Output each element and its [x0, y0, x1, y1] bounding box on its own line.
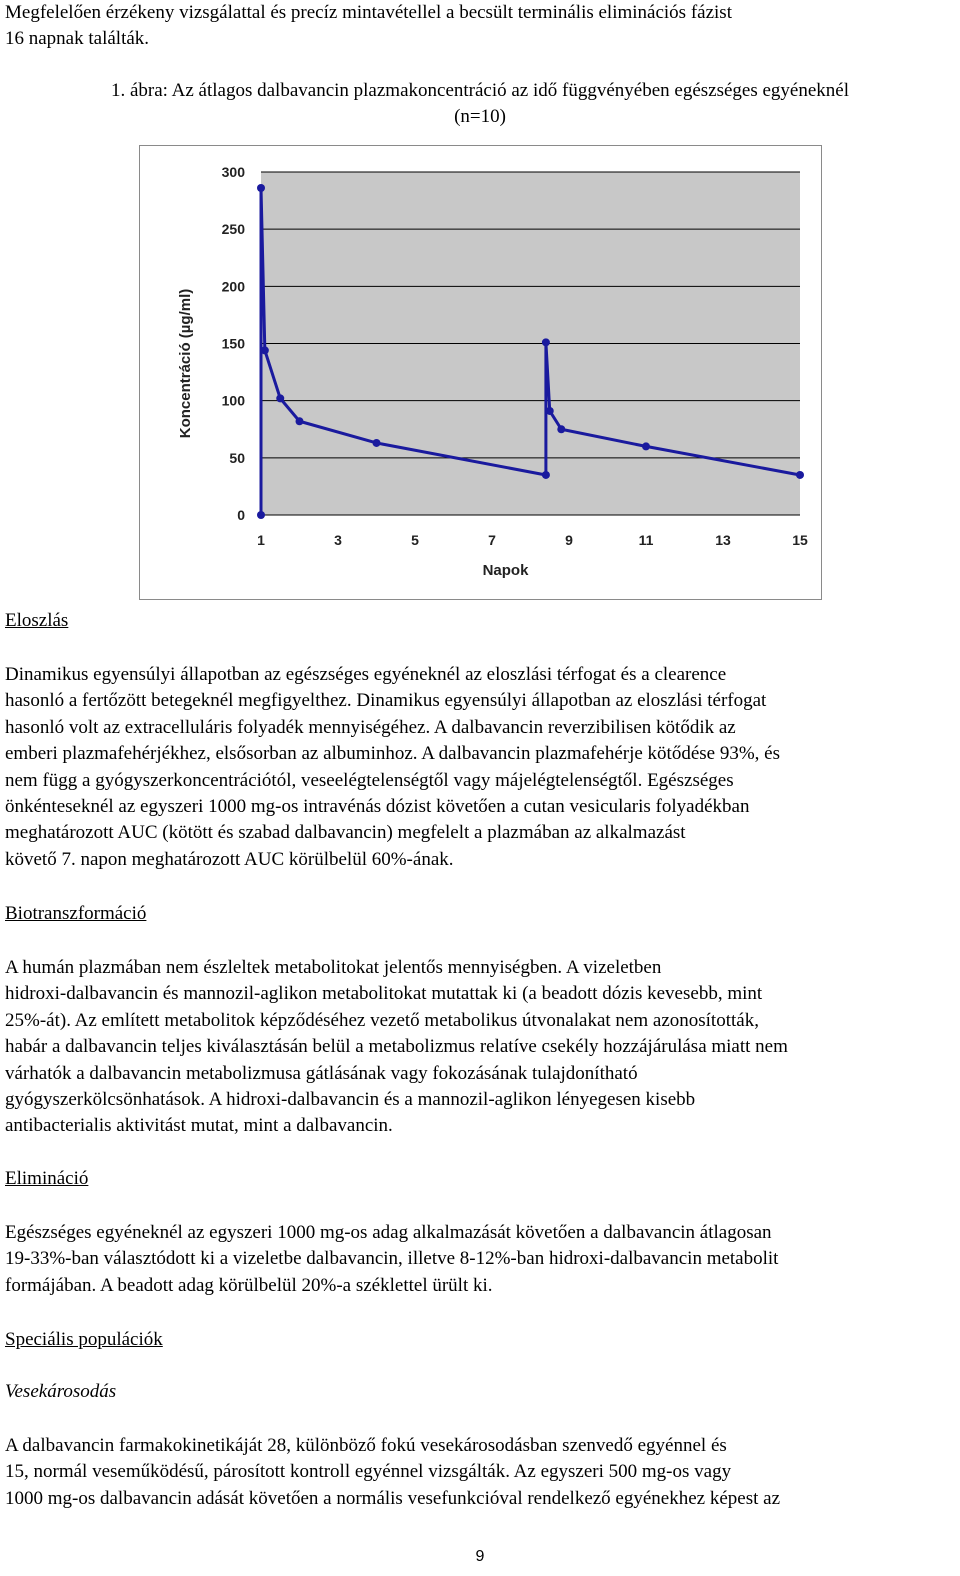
x-tick-label: 7 — [488, 532, 496, 548]
paragraph-line: formájában. A beadott adag körülbelül 20%-a széklettel ürült ki. — [5, 1274, 493, 1296]
x-tick-label: 3 — [334, 532, 342, 548]
paragraph-line: 15, normál veseműködésű, párosított kontroll egyénnel vizsgálták. Az egyszeri 500 mg-os vagy — [5, 1461, 732, 1483]
paragraph-line: Egészséges egyéneknél az egyszeri 1000 mg-os adag alkalmazását követően a dalbavancin átlagosan — [5, 1222, 772, 1243]
data-point — [257, 511, 265, 519]
paragraph-line: várhatók a dalbavancin metabolizmusa gátlásának vagy fokozásának tulajdonítható — [5, 1062, 638, 1084]
y-tick-label: 150 — [221, 335, 245, 352]
intro-line: 16 napnak találták. — [5, 28, 150, 50]
paragraph-eloszlas — [5, 662, 955, 873]
paragraph-line: emberi plazmafehérjékhez, elsősorban az albuminhoz. A dalbavancin plazmafehérje kötődése 93%, és — [5, 743, 780, 765]
x-axis-label: Napok — [482, 562, 529, 579]
data-point — [373, 439, 381, 447]
paragraph-line: habár a dalbavancin teljes kiválasztásán belül a metabolizmus relatíve csekély hozzájárulása miatt nem — [5, 1036, 788, 1058]
paragraph-line: önkénteseknél az egyszeri 1000 mg-os intravénás dózist követően a cutan vesicularis folyadékban — [5, 796, 750, 818]
paragraph-line: hidroxi-dalbavancin és mannozil-aglikon metabolitokat mutattak ki (a beadott dózis kevesebb, mint — [5, 983, 763, 1005]
y-tick-label: 50 — [229, 449, 245, 466]
y-axis-label: Koncentráció (µg/ml) — [177, 288, 194, 439]
x-tick-label: 13 — [715, 532, 731, 548]
data-point — [542, 471, 550, 479]
data-point — [257, 184, 265, 192]
paragraph-line: antibacterialis aktivitást mutat, mint a dalbavancin. — [5, 1115, 393, 1137]
paragraph-line: hasonló volt az extracelluláris folyadék mennyiségéhez. A dalbavancin reverzibilisen kötődik az — [5, 716, 736, 738]
intro-paragraph — [5, 0, 732, 53]
x-tick-label: 15 — [792, 532, 808, 548]
data-point — [796, 471, 804, 479]
figure-caption — [5, 78, 955, 131]
data-point — [296, 417, 304, 425]
data-point — [546, 407, 554, 415]
paragraph-line: gyógyszerkölcsönhatások. A hidroxi-dalbavancin és a mannozil-aglikon lényegesen kisebb — [5, 1089, 696, 1111]
caption-line: 1. ábra: Az átlagos dalbavancin plazmakoncentráció az idő függvényében egészséges egyéneknél — [110, 80, 850, 101]
paragraph-line: hasonló a fertőzött betegeknél megfigyelthez. Dinamikus egyensúlyi állapotban az eloszlási térfogat — [5, 690, 767, 712]
data-point — [542, 338, 550, 346]
paragraph-eliminacio — [5, 1220, 955, 1299]
data-point — [276, 394, 284, 402]
paragraph-line: 19-33%-ban választódott ki a vizeletbe dalbavancin, illetve 8-12%-ban hidroxi-dalbavancin metabolit — [5, 1248, 779, 1270]
data-point — [557, 425, 565, 433]
x-tick-label: 11 — [638, 532, 654, 548]
paragraph-line: meghatározott AUC (kötött és szabad dalbavancin) megfelelt a plazmában az alkalmazást — [5, 822, 686, 844]
paragraph-line: 1000 mg-os dalbavancin adását követően a normális vesefunkcióval rendelkező egyénekhez képest az — [5, 1487, 781, 1509]
data-point — [261, 346, 269, 354]
y-tick-label: 0 — [237, 507, 245, 523]
subheading-vesekarosodas: Vesekárosodás — [5, 1381, 117, 1402]
paragraph-vesekarosodas — [5, 1433, 955, 1512]
heading-biotranszformacio: Biotranszformáció — [5, 903, 147, 924]
data-point — [642, 442, 650, 450]
paragraph-biotranszformacio — [5, 955, 955, 1140]
y-tick-label: 200 — [221, 278, 245, 295]
y-tick-label: 100 — [221, 392, 245, 409]
paragraph-line: A humán plazmában nem észleltek metabolitokat jelentős mennyiségben. A vizeletben — [5, 957, 662, 978]
heading-eloszlas: Eloszlás — [5, 610, 69, 631]
heading-eliminacio: Elimináció — [5, 1168, 89, 1189]
y-tick-label: 250 — [221, 221, 245, 238]
y-tick-label: 300 — [221, 164, 245, 180]
heading-specialis-populaciok: Speciális populációk — [5, 1329, 163, 1350]
x-tick-label: 1 — [257, 532, 265, 548]
x-tick-label: 5 — [411, 532, 419, 548]
paragraph-line: nem függ a gyógyszerkoncentrációtól, veseelégtelenségtől vagy májelégtelenségtől. Egészséges — [5, 769, 734, 791]
caption-line: (n=10) — [454, 106, 506, 128]
paragraph-line: 25%-át). Az említett metabolitok képződéséhez vezető metabolikus útvonalakat nem azonosították, — [5, 1009, 759, 1031]
paragraph-line: Dinamikus egyensúlyi állapotban az egészséges egyéneknél az eloszlási térfogat és a clearence — [5, 664, 727, 685]
concentration-chart — [139, 145, 822, 600]
paragraph-line: követő 7. napon meghatározott AUC körülbelül 60%-ának. — [5, 848, 454, 870]
page-number: 9 — [475, 1548, 485, 1565]
intro-line: Megfelelően érzékeny vizsgálattal és precíz mintavétellel a becsült terminális eliminációs fázist — [5, 2, 732, 23]
chart-svg — [140, 146, 821, 599]
x-tick-label: 9 — [565, 532, 573, 548]
paragraph-line: A dalbavancin farmakokinetikáját 28, különböző fokú vesekárosodásban szenvedő egyénnel és — [5, 1435, 727, 1456]
